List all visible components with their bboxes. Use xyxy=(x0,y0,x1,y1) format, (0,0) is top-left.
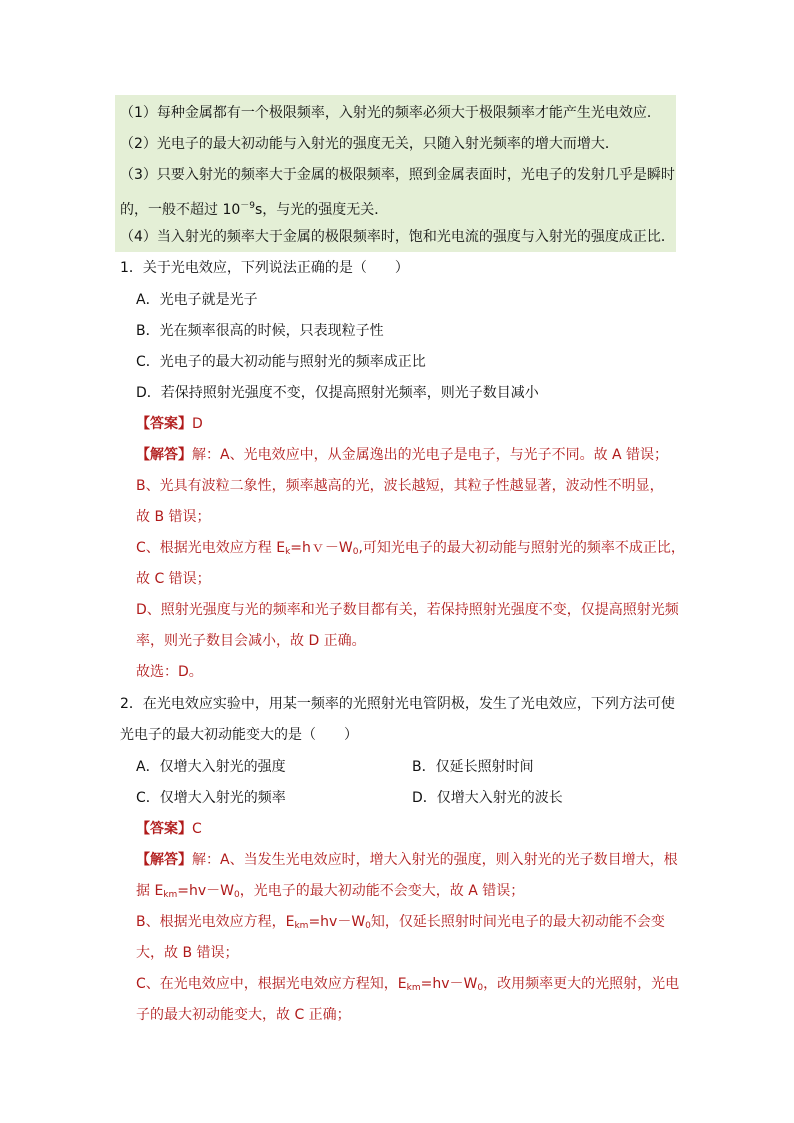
q2-stem-line-1: 2．在光电效应实验中，用某一频率的光照射光电管阴极，发生了光电效应，下列方法可使 xyxy=(120,696,675,712)
q2-explanation-line-4: 大，故 B 错误； xyxy=(136,945,239,961)
q1-explanation-line-3: 故 B 错误； xyxy=(136,509,211,525)
summary-point-1: （1）每种金属都有一个极限频率，入射光的频率必须大于极限频率才能产生光电效应． xyxy=(120,105,661,121)
q1-explanation-line-6: D、照射光强度与光的频率和光子数目都有关，若保持照射光强度不变，仅提高照射光频 xyxy=(136,602,679,618)
q1-explanation-line-7: 率，则光子数目会减小，故 D 正确。 xyxy=(136,633,366,649)
q1-stem: 1．关于光电效应，下列说法正确的是（ ） xyxy=(120,260,409,276)
q2-explanation-line-6: 子的最大初动能变大，故 C 正确； xyxy=(136,1007,351,1023)
q1-option-a: A．光电子就是光子 xyxy=(136,292,258,308)
summary-point-2: （2）光电子的最大初动能与入射光的强度无关，只随入射光频率的增大而增大． xyxy=(120,136,619,152)
q2-option-a: A．仅增大入射光的强度 xyxy=(136,759,286,775)
q2-explanation-line-5: C、在光电效应中，根据光电效应方程知，$E_{km}=hv-W_0$，改用频率更大的光照射，光电 xyxy=(136,976,680,993)
q2-option-b: B．仅延长照射时间 xyxy=(412,759,534,775)
summary-point-3-line-1: （3）只要入射光的频率大于金属的极限频率，照到金属表面时，光电子的发射几乎是瞬时 xyxy=(120,167,675,183)
q1-explanation-line-5: 故 C 错误； xyxy=(136,571,211,587)
q2-stem-line-2: 光电子的最大初动能变大的是（ ） xyxy=(120,727,358,743)
q2-explanation-line-1: 【解答】解：A、当发生光电效应时，增大入射光的强度，则入射光的光子数目增大，根 xyxy=(136,852,678,868)
q1-option-d: D．若保持照射光强度不变，仅提高照射光频率，则光子数目减小 xyxy=(136,385,539,401)
q1-option-b: B．光在频率很高的时候，只表现粒子性 xyxy=(136,323,384,339)
q1-answer: 【答案】D xyxy=(136,416,203,432)
q1-explanation-line-4: C、根据光电效应方程 $E_k=hv-W_0$,可知光电子的最大初动能与照射光的频率不成正比， xyxy=(136,540,685,557)
q1-explanation-line-8: 故选：D。 xyxy=(136,664,203,680)
q2-explanation-line-3: B、根据光电效应方程，$E_{km}=hv-W_0$知，仅延长照射时间光电子的最大初动能不会变 xyxy=(136,914,665,931)
q2-answer: 【答案】C xyxy=(136,821,202,837)
q1-explanation-line-1: 【解答】解：A、光电效应中，从金属逸出的光电子是电子，与光子不同。故 A 错误； xyxy=(136,447,669,463)
q2-option-d: D．仅增大入射光的波长 xyxy=(412,790,563,806)
summary-point-3-line-2: 的，一般不超过 $10^{-9}s$，与光的强度无关． xyxy=(120,201,389,218)
summary-point-4: （4）当入射光的频率大于金属的极限频率时，饱和光电流的强度与入射光的强度成正比． xyxy=(120,229,675,245)
q2-option-c: C．仅增大入射光的频率 xyxy=(136,790,286,806)
q1-explanation-line-2: B、光具有波粒二象性，频率越高的光，波长越短，其粒子性越显著，波动性不明显， xyxy=(136,478,664,494)
q1-option-c: C．光电子的最大初动能与照射光的频率成正比 xyxy=(136,354,426,370)
q2-explanation-line-2: 据 $E_{km}=hv-W_0$，光电子的最大初动能不会变大，故 A 错误； xyxy=(136,883,525,900)
